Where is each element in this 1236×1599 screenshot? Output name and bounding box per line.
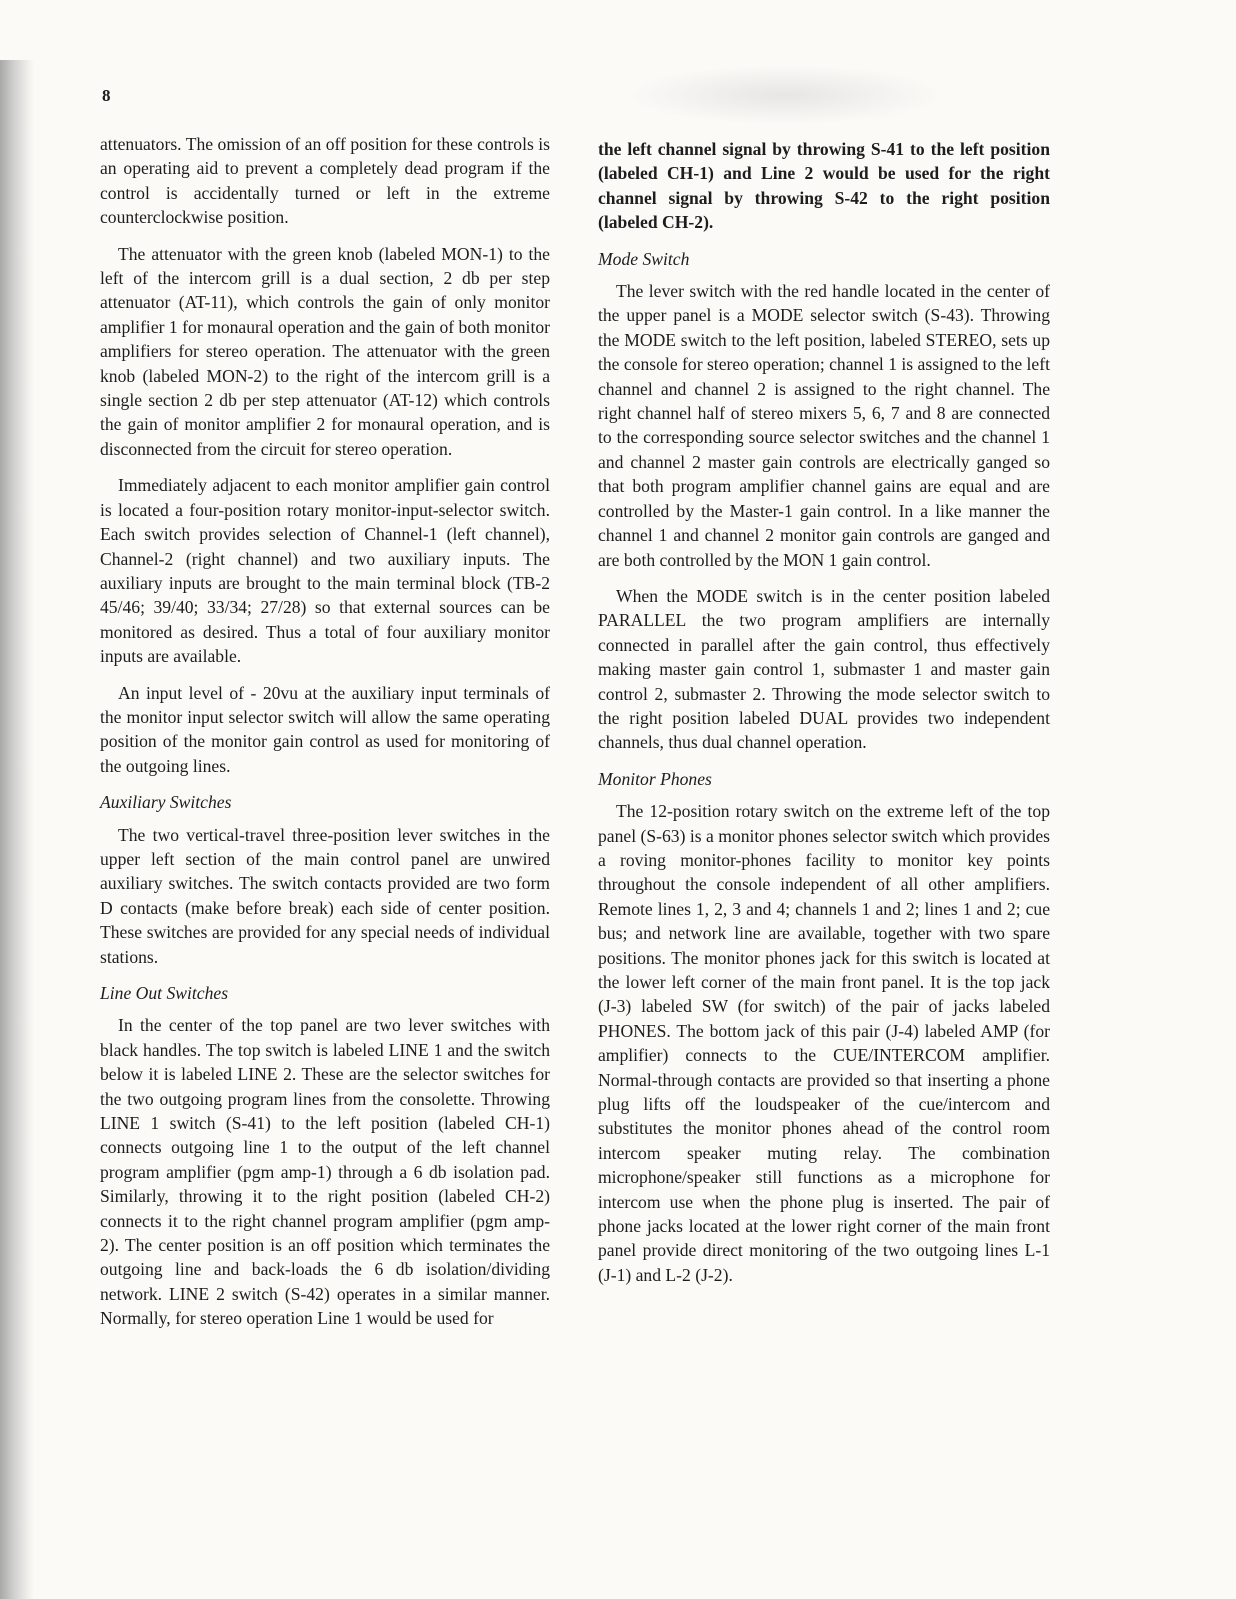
paragraph: the left channel signal by throwing S-41 to the left position (labeled CH-1) and Line 2 would be used for the right channel signal by throwing S-42 to the right position (labeled CH-2). xyxy=(598,139,1050,233)
paragraph: In the center of the top panel are two lever switches with black handles. The top switch is labeled LINE 1 and the switch below it is labeled LINE 2. These are the selector switches for the two outgoing program lines from the consolette. Throwing LINE 1 switch (S-41) to the left position (labeled CH-1) connects outgoing line 1 to the output of the left channel program amplifier (pgm amp-1) through a 6 db isolation pad. Similarly, throwing it to the right position (labeled CH-2) connects it to the right channel program amplifier (pgm amp-2). The center position is an off position which terminates the outgoing line and back-loads the 6 db isolation/dividing network. LINE 2 switch (S-42) operates in a similar manner. Normally, for stereo operation Line 1 would be used for xyxy=(100,1015,550,1329)
section-heading: Auxiliary Switches xyxy=(100,792,232,813)
right-column xyxy=(598,137,1050,1299)
scan-edge-shadow xyxy=(0,60,34,1599)
paragraph: attenuators. The omission of an off position for these controls is an operating aid to prevent a completely dead program if the control is accidentally turned or left in the extreme counterclockwise position. xyxy=(100,134,550,228)
scan-smudge xyxy=(625,65,945,125)
section-heading: Line Out Switches xyxy=(100,983,229,1003)
paragraph: The lever switch with the red handle located in the center of the upper panel is a MODE selector switch (S-43). Throwing the MODE switch to the left position, labeled STEREO, sets up the console for stereo operation; channel 1 is assigned to the left channel and channel 2 is assigned to the right channel. The right channel half of stereo mixers 5, 6, 7 and 8 are connected to the corresponding source selector switches and the channel 1 and channel 2 master gain controls are electrically ganged so that both program amplifier channel gains are equal and are controlled by the Master-1 gain control. In a like manner the channel 1 and channel 2 monitor gain controls are ganged and are both controlled by the MON 1 gain control. xyxy=(598,281,1050,570)
section-heading: Mode Switch xyxy=(598,248,690,269)
paragraph: When the MODE switch is in the center position labeled PARALLEL the two program amplifiers are internally connected in parallel after the gain control, thus effectively making master gain control 1, submaster 1 and master gain control 2, submaster 2. Throwing the mode selector switch to the right position labeled DUAL provides two independent channels, thus dual channel operation. xyxy=(598,585,1050,753)
page-number: 8 xyxy=(102,86,111,105)
paragraph: The 12-position rotary switch on the extreme left of the top panel (S-63) is a monitor phones selector switch which provides a roving monitor-phones facility to monitor key points throughout the console independent of all other amplifiers. Remote lines 1, 2, 3 and 4; channels 1 and 2; lines 1 and 2; cue bus; and network line are available, together with two spare positions. The monitor phones jack for this switch is located at the lower left corner of the main front panel. It is the top jack (J-3) labeled SW (for switch) of the pair of jacks labeled PHONES. The bottom jack of this pair (J-4) labeled AMP (for amplifier) connects to the CUE/INTERCOM amplifier. Normal-through contacts are provided so that inserting a phone plug lifts off the loudspeaker of the cue/intercom and substitutes the monitor phones ahead of the control room intercom speaker muting relay. The combination microphone/speaker still functions as a microphone for intercom use when the phone plug is inserted. The pair of phone jacks located at the lower right corner of the main front panel provide direct monitoring of the two outgoing lines L-1 (J-1) and L-2 (J-2). xyxy=(598,801,1050,1285)
paragraph: The attenuator with the green knob (labeled MON-1) to the left of the intercom grill is a dual section, 2 db per step attenuator (AT-11), which controls the gain of only monitor amplifier 1 for monaural operation and the gain of both monitor amplifiers for stereo operation. The attenuator with the green knob (labeled MON-2) to the right of the intercom grill is a single section 2 db per step attenuator (AT-12) which controls the gain of monitor amplifier 2 for monaural operation, and is disconnected from the circuit for stereo operation. xyxy=(100,243,550,459)
section-heading: Monitor Phones xyxy=(598,768,712,789)
paragraph: Immediately adjacent to each monitor amplifier gain control is located a four-position rotary monitor-input-selector switch. Each switch provides selection of Channel-1 (left channel), Channel-2 (right channel) and two auxiliary inputs. The auxiliary inputs are brought to the main terminal block (TB-2 45/46; 39/40; 33/34; 27/28) so that external sources can be monitored as desired. Thus a total of four auxiliary monitor inputs are available. xyxy=(100,475,550,667)
paragraph: The two vertical-travel three-position lever switches in the upper left section of the main control panel are unwired auxiliary switches. The switch contacts provided are two form D contacts (make before break) each side of center position. These switches are provided for any special needs of individual stations. xyxy=(100,824,550,967)
left-column xyxy=(100,132,550,1343)
paragraph: An input level of - 20vu at the auxiliary input terminals of the monitor input selector switch will allow the same operating position of the monitor gain control as used for monitoring of the outgoing lines. xyxy=(100,682,550,776)
